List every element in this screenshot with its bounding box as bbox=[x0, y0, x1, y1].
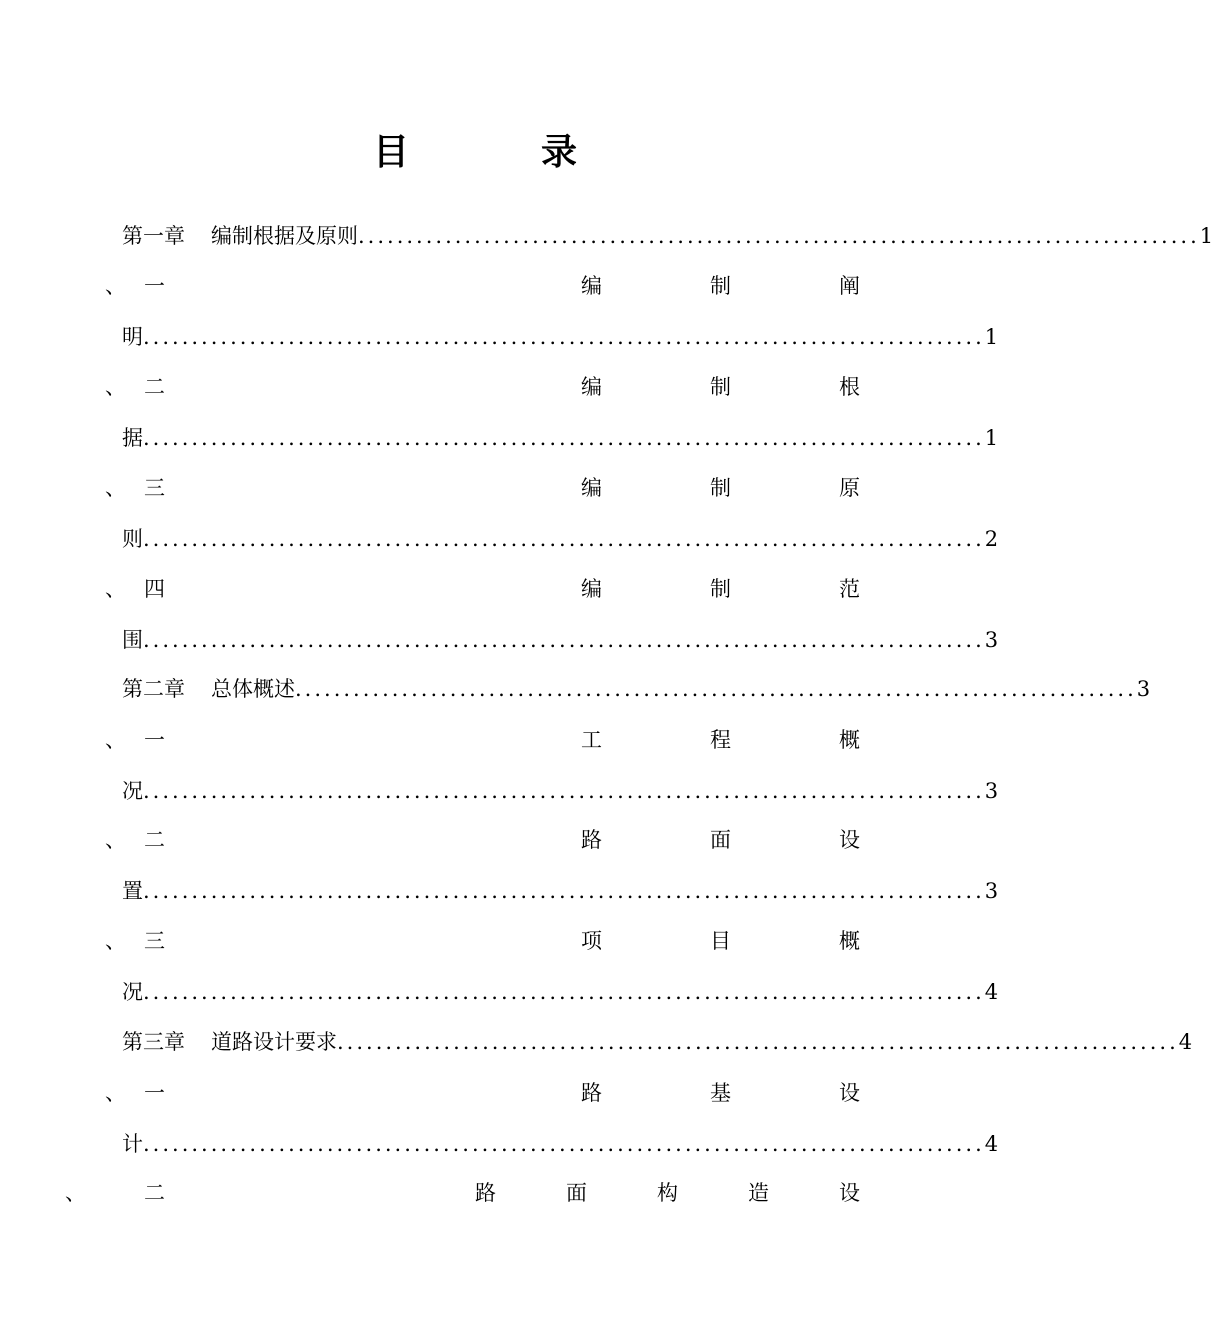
toc-entry-3-1-tail[interactable] bbox=[122, 1127, 999, 1161]
toc-entry-1-4[interactable] bbox=[105, 572, 860, 606]
entry-char: 构 bbox=[657, 1181, 678, 1205]
entry-char: 设 bbox=[839, 1181, 860, 1205]
toc-entry-2-1-tail[interactable] bbox=[122, 774, 999, 808]
entry-char: 编 bbox=[581, 274, 602, 298]
leader-dots: ....................................................................................... bbox=[143, 980, 985, 1004]
toc-entry-2-3[interactable] bbox=[105, 924, 860, 958]
page-number: 1 bbox=[984, 325, 999, 349]
entry-char: 面 bbox=[710, 828, 731, 852]
entry-tail-char: 况 bbox=[122, 779, 143, 803]
toc-chapter-1[interactable] bbox=[122, 219, 1213, 253]
entry-char: 路 bbox=[581, 1081, 602, 1105]
entry-char: 四 bbox=[144, 577, 165, 601]
toc-entry-1-2[interactable] bbox=[105, 370, 860, 404]
chapter-label: 第一章 bbox=[122, 224, 185, 248]
toc-chapter-2[interactable] bbox=[122, 672, 1151, 706]
entry-char: 、 bbox=[65, 1181, 86, 1205]
entry-char: 基 bbox=[710, 1081, 731, 1105]
entry-tail-char: 计 bbox=[122, 1132, 143, 1156]
chapter-label: 第二章 bbox=[122, 677, 185, 701]
entry-char: 三 bbox=[144, 476, 165, 500]
leader-dots: ....................................................................................... bbox=[337, 1030, 1179, 1054]
toc-entry-2-3-tail[interactable] bbox=[122, 975, 999, 1009]
chapter-label: 第三章 bbox=[122, 1030, 185, 1054]
entry-char: 原 bbox=[839, 476, 860, 500]
entry-char: 制 bbox=[710, 375, 731, 399]
leader-dots: ....................................................................................... bbox=[295, 677, 1137, 701]
entry-char: 制 bbox=[710, 274, 731, 298]
leader-dots: ....................................................................................... bbox=[143, 879, 985, 903]
leader-dots: ....................................................................................... bbox=[143, 426, 985, 450]
leader-dots: ....................................................................................... bbox=[358, 224, 1200, 248]
entry-char: 路 bbox=[475, 1181, 496, 1205]
entry-char: 一 bbox=[144, 274, 165, 298]
toc-entry-1-2-tail[interactable] bbox=[122, 421, 999, 455]
entry-char: 编 bbox=[581, 476, 602, 500]
leader-dots: ....................................................................................... bbox=[143, 1132, 985, 1156]
leader-dots: ....................................................................................... bbox=[143, 325, 985, 349]
toc-entry-1-4-tail[interactable] bbox=[122, 623, 999, 657]
entry-char: 、 bbox=[105, 476, 126, 500]
entry-tail-char: 况 bbox=[122, 980, 143, 1004]
chapter-name: 总体概述 bbox=[211, 677, 295, 701]
toc-entry-1-3[interactable] bbox=[105, 471, 860, 505]
toc-entry-1-3-tail[interactable] bbox=[122, 522, 999, 556]
entry-char: 面 bbox=[566, 1181, 587, 1205]
entry-char: 三 bbox=[144, 929, 165, 953]
chapter-name: 道路设计要求 bbox=[211, 1030, 337, 1054]
page-number: 4 bbox=[984, 980, 999, 1004]
entry-char: 阐 bbox=[839, 274, 860, 298]
entry-char: 、 bbox=[105, 274, 126, 298]
entry-char: 项 bbox=[581, 929, 602, 953]
entry-char: 制 bbox=[710, 476, 731, 500]
entry-char: 编 bbox=[581, 375, 602, 399]
page-number: 4 bbox=[1178, 1030, 1193, 1054]
entry-char: 根 bbox=[839, 375, 860, 399]
page-number: 1 bbox=[984, 426, 999, 450]
chapter-name: 编制根据及原则 bbox=[211, 224, 358, 248]
entry-char: 一 bbox=[144, 728, 165, 752]
page-number: 3 bbox=[1136, 677, 1151, 701]
entry-char: 概 bbox=[839, 728, 860, 752]
page-number: 3 bbox=[984, 779, 999, 803]
toc-entry-2-1[interactable] bbox=[105, 723, 860, 757]
entry-tail-char: 则 bbox=[122, 527, 143, 551]
entry-char: 二 bbox=[144, 828, 165, 852]
entry-tail-char: 围 bbox=[122, 628, 143, 652]
page-number: 3 bbox=[984, 628, 999, 652]
entry-char: 二 bbox=[144, 1181, 165, 1205]
entry-char: 、 bbox=[105, 828, 126, 852]
entry-char: 、 bbox=[105, 1081, 126, 1105]
page-number: 2 bbox=[984, 527, 999, 551]
entry-char: 设 bbox=[839, 1081, 860, 1105]
toc-entry-3-2[interactable] bbox=[65, 1176, 860, 1210]
entry-char: 程 bbox=[710, 728, 731, 752]
entry-tail-char: 据 bbox=[122, 426, 143, 450]
page-number: 3 bbox=[984, 879, 999, 903]
entry-char: 制 bbox=[710, 577, 731, 601]
entry-char: 设 bbox=[839, 828, 860, 852]
entry-tail-char: 明 bbox=[122, 325, 143, 349]
toc-entry-2-2[interactable] bbox=[105, 823, 860, 857]
entry-char: 目 bbox=[710, 929, 731, 953]
entry-char: 、 bbox=[105, 375, 126, 399]
entry-char: 、 bbox=[105, 929, 126, 953]
toc-entry-3-1[interactable] bbox=[105, 1076, 860, 1110]
entry-tail-char: 置 bbox=[122, 879, 143, 903]
entry-char: 二 bbox=[144, 375, 165, 399]
toc-entry-2-2-tail[interactable] bbox=[122, 874, 999, 908]
toc-entry-1-1-tail[interactable] bbox=[122, 320, 999, 354]
entry-char: 范 bbox=[839, 577, 860, 601]
entry-char: 、 bbox=[105, 728, 126, 752]
leader-dots: ....................................................................................... bbox=[143, 527, 985, 551]
entry-char: 一 bbox=[144, 1081, 165, 1105]
entry-char: 路 bbox=[581, 828, 602, 852]
leader-dots: ....................................................................................... bbox=[143, 628, 985, 652]
entry-char: 概 bbox=[839, 929, 860, 953]
entry-char: 造 bbox=[748, 1181, 769, 1205]
entry-char: 工 bbox=[581, 728, 602, 752]
toc-title: 目 录 bbox=[372, 131, 625, 173]
entry-char: 、 bbox=[105, 577, 126, 601]
toc-chapter-3[interactable] bbox=[122, 1025, 1193, 1059]
entry-char: 编 bbox=[581, 577, 602, 601]
page-number: 1 bbox=[1199, 224, 1213, 248]
toc-entry-1-1[interactable] bbox=[105, 269, 860, 303]
page-number: 4 bbox=[984, 1132, 999, 1156]
leader-dots: ....................................................................................... bbox=[143, 779, 985, 803]
